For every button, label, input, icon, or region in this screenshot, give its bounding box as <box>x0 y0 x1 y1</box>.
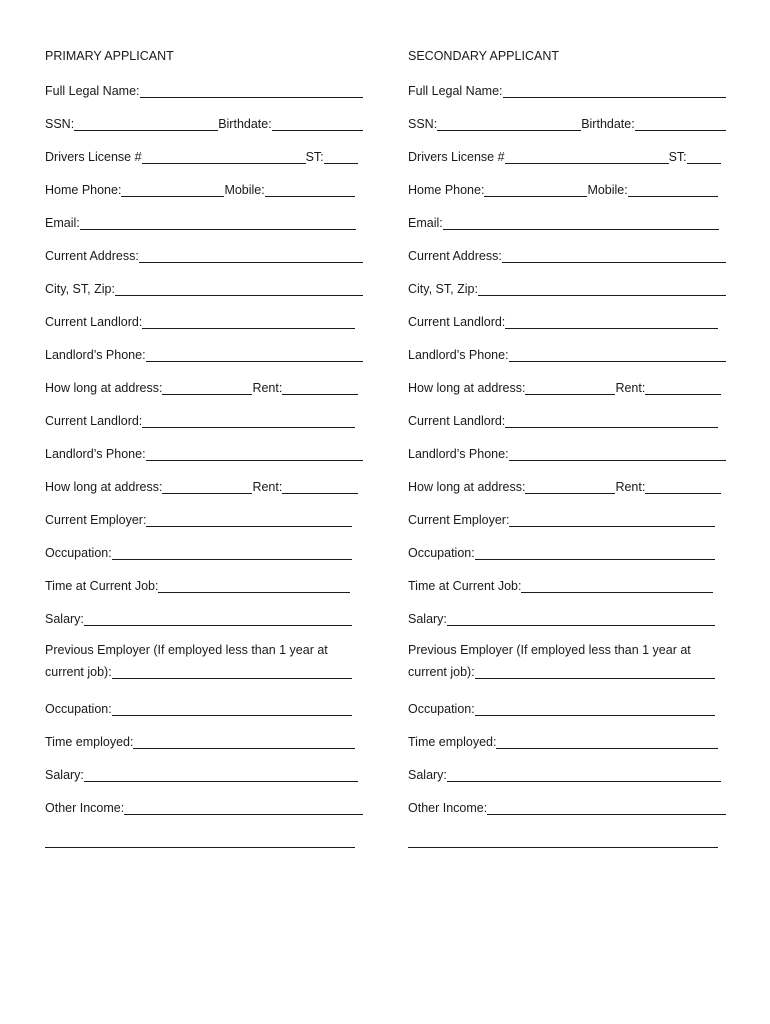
rent-label: Rent: <box>252 480 283 494</box>
primary-city-st-zip-row <box>45 277 363 297</box>
mobile-label: Mobile: <box>587 183 628 197</box>
secondary-previous-employer-row <box>408 640 726 680</box>
occupation-label: Occupation: <box>45 702 112 716</box>
secondary-city-st-zip-row <box>408 277 726 297</box>
full-name-label: Full Legal Name: <box>408 84 503 98</box>
secondary-landlord-phone-field-2[interactable] <box>509 446 726 461</box>
secondary-city-st-zip-field[interactable] <box>478 281 726 296</box>
drivers-license-label: Drivers License # <box>408 150 505 164</box>
ssn-label: SSN: <box>408 117 438 131</box>
secondary-current-address-row <box>408 244 726 264</box>
current-employer-label: Current Employer: <box>45 513 147 527</box>
secondary-drivers-license-row <box>408 145 726 165</box>
salary-label: Salary: <box>408 612 447 626</box>
primary-time-current-job-field[interactable] <box>158 578 350 593</box>
previous-employer-label-cont: current job): <box>408 665 475 679</box>
primary-email-field[interactable] <box>80 215 356 230</box>
primary-time-current-job-row <box>45 574 363 594</box>
time-current-job-label: Time at Current Job: <box>408 579 522 593</box>
primary-full-name-field[interactable] <box>140 83 364 98</box>
primary-ssn-field[interactable] <box>74 116 218 131</box>
current-employer-label: Current Employer: <box>408 513 510 527</box>
primary-full-name-row <box>45 79 363 99</box>
how-long-label: How long at address: <box>45 480 163 494</box>
primary-rent-field-2[interactable] <box>282 479 358 494</box>
time-current-job-label: Time at Current Job: <box>45 579 159 593</box>
secondary-extra-line-row <box>408 829 726 849</box>
drivers-license-label: Drivers License # <box>45 150 142 164</box>
previous-employer-label: Previous Employer (If employed less than 1 year at <box>408 643 691 657</box>
primary-time-employed-field[interactable] <box>133 734 355 749</box>
occupation-label: Occupation: <box>408 546 475 560</box>
secondary-salary-row-2 <box>408 763 726 783</box>
primary-applicant-title: PRIMARY APPLICANT <box>45 49 174 63</box>
primary-rent-field-1[interactable] <box>282 380 358 395</box>
salary-label: Salary: <box>45 612 84 626</box>
city-st-zip-label: City, ST, Zip: <box>45 282 115 296</box>
primary-current-landlord-row-1 <box>45 310 363 330</box>
primary-salary-field-2[interactable] <box>84 767 358 782</box>
primary-other-income-field[interactable] <box>124 800 363 815</box>
secondary-occupation-row-1 <box>408 541 726 561</box>
occupation-label: Occupation: <box>45 546 112 560</box>
secondary-mobile-field[interactable] <box>628 182 718 197</box>
secondary-st-field[interactable] <box>687 149 721 164</box>
secondary-how-long-row-1 <box>408 376 726 396</box>
secondary-current-landlord-row-1 <box>408 310 726 330</box>
secondary-email-field[interactable] <box>443 215 719 230</box>
st-label: ST: <box>305 150 324 164</box>
how-long-label: How long at address: <box>408 381 526 395</box>
st-label: ST: <box>668 150 687 164</box>
landlord-phone-label: Landlord’s Phone: <box>408 447 509 461</box>
primary-other-income-row <box>45 796 363 816</box>
current-address-label: Current Address: <box>408 249 502 263</box>
primary-email-row <box>45 211 363 231</box>
secondary-current-employer-field[interactable] <box>509 512 715 527</box>
secondary-full-name-row <box>408 79 726 99</box>
primary-previous-employer-field[interactable] <box>112 664 352 679</box>
birthdate-label: Birthdate: <box>581 117 635 131</box>
time-employed-label: Time employed: <box>45 735 134 749</box>
current-landlord-label: Current Landlord: <box>408 414 506 428</box>
secondary-applicant-section <box>408 46 726 862</box>
secondary-drivers-license-field[interactable] <box>505 149 669 164</box>
current-landlord-label: Current Landlord: <box>45 414 143 428</box>
salary-label: Salary: <box>45 768 84 782</box>
secondary-time-employed-field[interactable] <box>496 734 718 749</box>
rent-label: Rent: <box>615 381 646 395</box>
previous-employer-label: Previous Employer (If employed less than 1 year at <box>45 643 328 657</box>
primary-phone-row <box>45 178 363 198</box>
primary-landlord-phone-row-1 <box>45 343 363 363</box>
secondary-current-address-field[interactable] <box>502 248 726 263</box>
email-label: Email: <box>45 216 80 230</box>
secondary-salary-row-1 <box>408 607 726 627</box>
primary-st-field[interactable] <box>324 149 358 164</box>
city-st-zip-label: City, ST, Zip: <box>408 282 478 296</box>
primary-how-long-row-2 <box>45 475 363 495</box>
primary-landlord-phone-field-1[interactable] <box>146 347 363 362</box>
time-employed-label: Time employed: <box>408 735 497 749</box>
current-landlord-label: Current Landlord: <box>408 315 506 329</box>
other-income-label: Other Income: <box>408 801 488 815</box>
secondary-ssn-row <box>408 112 726 132</box>
secondary-landlord-phone-field-1[interactable] <box>509 347 726 362</box>
primary-drivers-license-field[interactable] <box>142 149 306 164</box>
secondary-birthdate-field[interactable] <box>635 116 726 131</box>
primary-how-long-field-2[interactable] <box>162 479 252 494</box>
secondary-occupation-field-2[interactable] <box>475 701 715 716</box>
birthdate-label: Birthdate: <box>218 117 272 131</box>
secondary-current-landlord-row-2 <box>408 409 726 429</box>
primary-occupation-field-2[interactable] <box>112 701 352 716</box>
landlord-phone-label: Landlord’s Phone: <box>408 348 509 362</box>
primary-city-st-zip-field[interactable] <box>115 281 363 296</box>
primary-mobile-field[interactable] <box>265 182 355 197</box>
primary-current-landlord-field-2[interactable] <box>142 413 355 428</box>
secondary-full-name-field[interactable] <box>503 83 727 98</box>
occupation-label: Occupation: <box>408 702 475 716</box>
how-long-label: How long at address: <box>45 381 163 395</box>
primary-drivers-license-row <box>45 145 363 165</box>
secondary-landlord-phone-row-2 <box>408 442 726 462</box>
primary-occupation-field-1[interactable] <box>112 545 352 560</box>
current-address-label: Current Address: <box>45 249 139 263</box>
primary-time-employed-row <box>45 730 363 750</box>
landlord-phone-label: Landlord’s Phone: <box>45 447 146 461</box>
email-label: Email: <box>408 216 443 230</box>
rent-label: Rent: <box>252 381 283 395</box>
primary-previous-employer-row <box>45 640 363 680</box>
primary-home-phone-field[interactable] <box>121 182 224 197</box>
secondary-time-current-job-field[interactable] <box>521 578 713 593</box>
ssn-label: SSN: <box>45 117 75 131</box>
primary-current-address-row <box>45 244 363 264</box>
primary-extra-line-field[interactable] <box>45 833 355 848</box>
primary-ssn-row <box>45 112 363 132</box>
secondary-how-long-row-2 <box>408 475 726 495</box>
primary-landlord-phone-field-2[interactable] <box>146 446 363 461</box>
primary-current-landlord-field-1[interactable] <box>142 314 355 329</box>
secondary-landlord-phone-row-1 <box>408 343 726 363</box>
previous-employer-line2 <box>408 660 726 680</box>
previous-employer-line2 <box>45 660 363 680</box>
secondary-current-employer-row <box>408 508 726 528</box>
primary-how-long-field-1[interactable] <box>162 380 252 395</box>
landlord-phone-label: Landlord’s Phone: <box>45 348 146 362</box>
primary-landlord-phone-row-2 <box>45 442 363 462</box>
secondary-occupation-field-1[interactable] <box>475 545 715 560</box>
secondary-phone-row <box>408 178 726 198</box>
other-income-label: Other Income: <box>45 801 125 815</box>
current-landlord-label: Current Landlord: <box>45 315 143 329</box>
secondary-time-employed-row <box>408 730 726 750</box>
secondary-extra-line-field[interactable] <box>408 833 718 848</box>
secondary-email-row <box>408 211 726 231</box>
primary-salary-row-2 <box>45 763 363 783</box>
primary-current-landlord-row-2 <box>45 409 363 429</box>
home-phone-label: Home Phone: <box>408 183 485 197</box>
primary-current-address-field[interactable] <box>139 248 363 263</box>
primary-applicant-section <box>45 46 363 862</box>
secondary-home-phone-field[interactable] <box>484 182 587 197</box>
secondary-ssn-field[interactable] <box>437 116 581 131</box>
secondary-rent-field-2[interactable] <box>645 479 721 494</box>
secondary-current-landlord-field-1[interactable] <box>505 314 718 329</box>
secondary-current-landlord-field-2[interactable] <box>505 413 718 428</box>
mobile-label: Mobile: <box>224 183 265 197</box>
salary-label: Salary: <box>408 768 447 782</box>
previous-employer-label-cont: current job): <box>45 665 112 679</box>
full-name-label: Full Legal Name: <box>45 84 140 98</box>
secondary-time-current-job-row <box>408 574 726 594</box>
primary-occupation-row-1 <box>45 541 363 561</box>
secondary-other-income-row <box>408 796 726 816</box>
primary-occupation-row-2 <box>45 697 363 717</box>
secondary-salary-field-1[interactable] <box>447 611 715 626</box>
primary-current-employer-row <box>45 508 363 528</box>
secondary-applicant-title: SECONDARY APPLICANT <box>408 49 559 63</box>
secondary-occupation-row-2 <box>408 697 726 717</box>
secondary-how-long-field-1[interactable] <box>525 380 615 395</box>
primary-birthdate-field[interactable] <box>272 116 363 131</box>
primary-how-long-row-1 <box>45 376 363 396</box>
how-long-label: How long at address: <box>408 480 526 494</box>
primary-salary-field-1[interactable] <box>84 611 352 626</box>
rent-label: Rent: <box>615 480 646 494</box>
primary-extra-line-row <box>45 829 363 849</box>
secondary-other-income-field[interactable] <box>487 800 726 815</box>
secondary-rent-field-1[interactable] <box>645 380 721 395</box>
secondary-how-long-field-2[interactable] <box>525 479 615 494</box>
primary-salary-row-1 <box>45 607 363 627</box>
secondary-salary-field-2[interactable] <box>447 767 721 782</box>
primary-current-employer-field[interactable] <box>146 512 352 527</box>
home-phone-label: Home Phone: <box>45 183 122 197</box>
secondary-previous-employer-field[interactable] <box>475 664 715 679</box>
